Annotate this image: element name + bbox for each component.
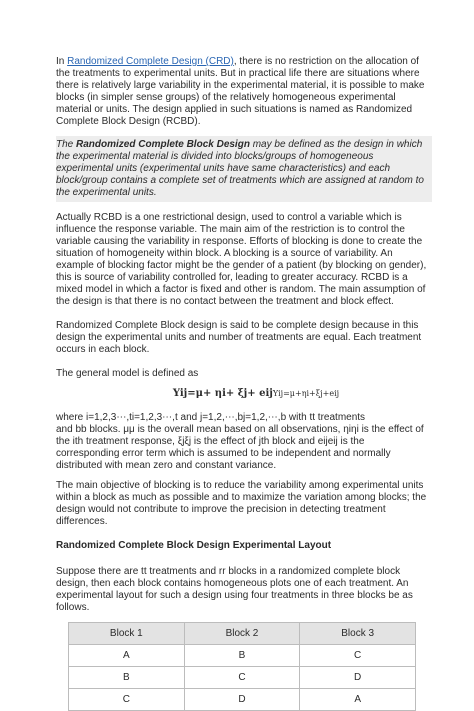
table-cell: B bbox=[69, 667, 185, 689]
general-model-paragraph: The general model is defined as bbox=[56, 368, 199, 379]
table-cell: B bbox=[184, 645, 300, 667]
table-row bbox=[69, 667, 416, 689]
where-paragraph bbox=[56, 412, 428, 472]
where-rest: and bb blocks. μμ is the overall mean based on all observations, ηiηi is the effect of the ith treatment response, ξjξj is the effect of jth block and eijeij is the corresponding error term which is assumed to be independent and normally distributed with mean zero and constant variance. bbox=[56, 424, 424, 471]
intro-paragraph bbox=[56, 56, 428, 128]
crd-link[interactable]: Randomized Complete Design (CRD) bbox=[67, 56, 234, 67]
quote-text: may be defined as the design in which the experimental material is divided into blocks/groups of homogeneous experimental units (experimental units have same characteristics) and each block/group contains a complete set of treatments which are assigned at random to the experimental units. bbox=[56, 139, 424, 198]
table-cell: A bbox=[300, 689, 416, 711]
experimental-layout-table bbox=[68, 622, 416, 711]
table-row bbox=[69, 645, 416, 667]
layout-heading: Randomized Complete Block Design Experimental Layout bbox=[56, 540, 332, 551]
actually-paragraph: Actually RCBD is a one restrictional design, used to control a variable which is influence the response variable. The main aim of the restriction is to control the variable causing the variability in response. Efforts of blocking is done to create the situation of homogeneity within block. A blocking is a source of variability. An example of blocking factor might be the gender of a patient (by blocking on gender), this is source of variability controlled for, leading to greater accuracy. RCBD is a mixed model in which a factor is fixed and other is random. The main assumption of the design is that there is no contact between the treatment and block effect. bbox=[56, 212, 427, 307]
table-cell: C bbox=[69, 689, 185, 711]
complete-paragraph: Randomized Complete Block design is said to be complete design because in this design the experimental units and number of treatments are equal. Each treatment occurs in each block. bbox=[56, 320, 422, 355]
table-cell: D bbox=[184, 689, 300, 711]
objective-paragraph: The main objective of blocking is to reduce the variability among experimental units within a block as much as possible and to maximize the variation among blocks; the design would not contribute to improve the precision in detecting treatment differences. bbox=[56, 480, 427, 527]
model-equation bbox=[84, 388, 428, 400]
definition-blockquote bbox=[56, 136, 432, 202]
intro-text: , there is no restriction on the allocation of the treatments to experimental units. But in practical life there are situations where there is relatively large variability in the experimental material, it is possible to make blocks (in simpler sense groups) of the relatively homogeneous experimental material or units. The design applied in such situations is named as Randomized Complete Block Design (RCBD). bbox=[56, 56, 425, 127]
where-line1: where i=1,2,3⋯,ti=1,2,3⋯,t and j=1,2,⋯,bj=1,2,⋯,b with tt treatments bbox=[56, 412, 366, 423]
table-cell: C bbox=[300, 645, 416, 667]
table-cell: C bbox=[184, 667, 300, 689]
suppose-paragraph: Suppose there are tt treatments and rr blocks in a randomized complete block design, then each block contains homogeneous plots one of each treatment. An experimental layout for such a design using four treatments in three blocks be as follows. bbox=[56, 566, 413, 613]
quote-term: Randomized Complete Block Design bbox=[76, 139, 250, 150]
document-page bbox=[56, 56, 428, 711]
model-equation-inline: Yij=μ+ηi+ξj+eij bbox=[272, 389, 340, 398]
table-header-cell: Block 1 bbox=[69, 623, 185, 645]
table-header-row bbox=[69, 623, 416, 645]
model-equation-main: Yij=μ+ ηi+ ξj+ eij bbox=[172, 388, 273, 399]
intro-prefix: In bbox=[56, 56, 68, 67]
quote-prefix: The bbox=[56, 139, 77, 150]
table-header-cell: Block 3 bbox=[300, 623, 416, 645]
table-row bbox=[69, 689, 416, 711]
table-cell: D bbox=[300, 667, 416, 689]
table-header-cell: Block 2 bbox=[184, 623, 300, 645]
table-cell: A bbox=[69, 645, 185, 667]
